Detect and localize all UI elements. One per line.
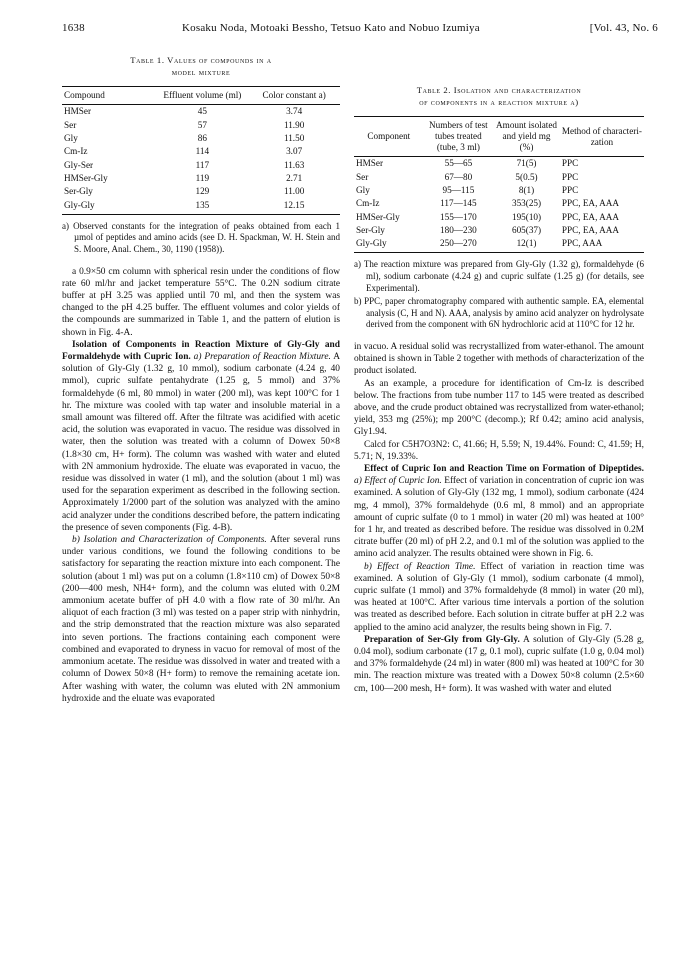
running-head-volume: [Vol. 43, No. 6 (589, 22, 658, 34)
table-1 (62, 54, 340, 256)
table-row (62, 185, 340, 198)
subsection-heading: a) Effect of Cupric Ion. (354, 476, 442, 487)
table-cell: 71(5) (516, 158, 537, 169)
section-heading: Preparation of Ser-Gly from Gly-Gly. (364, 634, 520, 645)
section-paragraph: b) Isolation and Characterization of Components. After several runs under various conditions, we found the following conditions to be satisfactory for separating the reaction mixture into each component. The solution (about 1 ml) was put on a column (1.8×110 cm) of Dowex 50×8 (200—400 mesh, NH4+ form), and the column was eluted with 0.2M ammonium acetate buffer of pH 4.0 with a flow rate of 30 ml/hr. An aliquot of each fraction (3 ml) was tested on a paper strip with ninhydrin, and the strip demonstrated that the reaction mixture was also separated into seven portions. The fractions containing each component were combined and evaporated to dryness in vacuo for removal of most of the ammonium acetate. The residue was dissolved in water and treated with a column of Dowex 50×8 (H+ form) to remove the remaining acetate ion. After washing with water, the column was eluted with 2N ammonium hydroxide and the eluate was evaporated (62, 535, 341, 704)
table-2-header-row (354, 117, 644, 157)
table-1-caption: Table 1. Values of compounds in a model mixture (130, 55, 272, 77)
table-cell: 2.71 (286, 173, 303, 184)
table-cell: Ser (356, 171, 369, 182)
table-cell: 11.63 (283, 159, 305, 170)
table-row (354, 224, 644, 237)
table-cell: 57 (197, 119, 207, 130)
table-cell: HMSer-Gly (356, 211, 400, 222)
table-2-footnote-b: b) PPC, paper chromatography compared with authentic sample. EA, elemental analysis (C, H and N). AAA, analysis by amino acid analyzer on hydrolysate derived from the component with 6N hydrochloric acid at 110°C for 12 hr. (354, 296, 644, 330)
table-cell: Cm-Iz (356, 198, 380, 209)
section-heading: Isolation of Components in Reaction Mixture of Gly-Gly and Formaldehyde with Cupric Ion. (62, 339, 340, 363)
table-cell: 250—270 (424, 237, 494, 253)
table-1-header-row (62, 87, 340, 105)
table-cell: 135 (157, 199, 249, 215)
table-cell: 8(1) (518, 184, 535, 195)
table-row (354, 184, 644, 197)
table-cell: 353(25) (511, 198, 542, 209)
table-header-cell: Compound (62, 87, 157, 105)
table-row (354, 157, 644, 171)
paragraph: a 0.9×50 cm column with spherical resin under the conditions of flow rate 60 ml/hr and jacket temperature 55°C. The 0.2N sodium citrate buffer at pH 3.25 was applied until 70 ml, and then the system was changed to the pH 4.25 buffer. The effluent volumes and color yields of the compounds are summarized in Table 1, and the pattern of elution is shown in Fig. 4-A. (62, 266, 340, 338)
section-paragraph: Isolation of Components in Reaction Mixture of Gly-Gly and Formaldehyde with Cupric Ion. a) Preparation of Reaction Mixture. A solution of Gly-Gly (1.32 g, 10 mmol), sodium carbonate (4.24 g, 40 mmol), cupric sulfate pentahydrate (1.25 g, 5 mmol) and 37% formaldehyde (6 ml, 80 mmol) in water (200 ml), was kept 100°C for 1 hr. The mixture was cooled with tap water and insoluble material in a small amount was filtered off. After the filtrate was acidified with acetic acid, the solution was evaporated in vacuo. The residue was dissolved in water, then the solution was treated with a column of Dowex 50×8 (1.8×30 cm, H+ form). The column was washed with water and eluted with 2N ammonium hydroxide. The eluate was evaporated in vacuo, the residue was dissolved in water (1 ml), and the solution (about 1 ml) was used for the separation experiment as described in the following section. Approximately 1/2000 part of the solution was analyzed with the amino acid analyzer under the conditions described before, the pattern indicating the presence of seven components (Fig. 4-B). (62, 339, 341, 533)
section-paragraph: Preparation of Ser-Gly from Gly-Gly. A solution of Gly-Gly (5.28 g, 0.04 mol), sodium carbonate (17 g, 0.1 mol), cupric sulfate (1.0 g, 0.04 mol) and 37% formaldehyde (24 ml) in water (800 ml) was heated at 100°C for 30 min. The reaction mixture was treated with a Dowex 50×8 column (2.5×60 cm, 100—200 mesh, H+ form). It was washed with water and eluted (354, 634, 645, 694)
right-column (354, 54, 644, 695)
table-cell: PPC (561, 184, 579, 195)
table-2-footnotes (354, 259, 644, 331)
table-cell: PPC (561, 171, 579, 182)
table-header-cell: Component (354, 117, 424, 157)
table-row (62, 118, 340, 131)
table-cell: HMSer (64, 106, 92, 117)
table-1-footnote: a) Observed constants for the integration of peaks obtained from each 1 µmol of peptides and amino acids (see D. H. Spackman, W. H. Stein and S. Moore, Anal. Chem., 30, 1190 (1958)). (62, 220, 340, 254)
table-header-cell: Color constant a) (248, 87, 340, 105)
table-cell: Gly (356, 184, 370, 195)
table-cell: Ser-Gly (64, 186, 93, 197)
table-row (62, 132, 340, 145)
table-cell: 129 (195, 186, 210, 197)
table-cell: PPC, EA, AAA (561, 225, 620, 236)
section-paragraph: Effect of Cupric Ion and Reaction Time on Formation of Dipeptides. a) Effect of Cupric Ion. Effect of variation in concentration of cupric ion was examined. A solution of Gly-Gly (132 mg, 1 mmol), sodium carbonate (424 mg, 4 mmol), 37% formaldehyde (0.6 ml, 8 mmol) and an appropriate amount of cupric sulfate (0 to 1 mmol) in water (20 ml) was heated at 100° for 1 hr, and treated as described before. The residue was dissolved in 0.2M citrate buffer (20 ml) of pH 2.2, and 0.1 ml of the solution was applied to the amino acid analyzer. The results obtained were shown in Fig. 6. (354, 464, 644, 560)
left-column (62, 54, 340, 705)
table-2-caption: Table 2. Isolation and characterization of components in a reaction mixture a) (416, 85, 582, 107)
running-head-authors: Kosaku Noda, Motoaki Bessho, Tetsuo Kato and Nobuo Izumiya (182, 22, 480, 34)
table-cell: 195(10) (511, 211, 542, 222)
table-cell: Gly-Ser (64, 159, 94, 170)
table-1-grid (62, 86, 340, 215)
table-header-cell: Amount isolated and yield mg (%) (493, 117, 560, 157)
table-cell: 180—230 (440, 225, 477, 236)
paragraph: Calcd for C5H7O3N2: C, 41.66; H, 5.59; N, 19.44%. Found: C, 41.59; H, 5.71; N, 19.33%. (354, 439, 644, 462)
table-cell: 155—170 (440, 211, 477, 222)
table-cell: 95—115 (442, 184, 475, 195)
subsection-heading: b) Effect of Reaction Time. (364, 561, 476, 572)
subsection-heading: a) Preparation of Reaction Mixture. (193, 352, 331, 363)
table-row (354, 170, 644, 183)
table-cell: 114 (195, 146, 210, 157)
section-paragraph: b) Effect of Reaction Time. Effect of variation in reaction time was examined. A solution of Gly-Gly (1 mmol), sodium carbonate (4 mmol), cupric sulfate (1 mmol) and 37% formaldehyde (8 mmol) in water (20 ml), was heated at 100°C. After various time intervals a portion of the solution was treated as described before. Each solution in citrate buffer at pH 2.2 was applied to the amino acid analyzer, the results being shown in Fig. 7. (354, 561, 644, 633)
table-row (62, 172, 340, 185)
paragraph: As an example, a procedure for identification of Cm-Iz is described below. The fractions from tube number 117 to 145 were treated as described above, and the crude product obtained was recrystallized from water-ethanol; yield, 353 mg (25%); mp 200°C (decomp.); Rf 0.42; amino acid analysis, Gly1.94. (354, 378, 644, 438)
table-cell: HMSer-Gly (64, 173, 108, 184)
table-cell: 119 (195, 173, 210, 184)
running-head (62, 22, 658, 38)
table-cell: 45 (197, 106, 207, 117)
table-cell: Ser-Gly (356, 225, 385, 236)
paragraph: in vacuo. A residual solid was recrystallized from water-ethanol. The amount obtained is shown in Table 2 together with methods of characterization of the product isolated. (354, 342, 644, 377)
table-header-cell: Effluent volume (ml) (157, 87, 249, 105)
table-cell: PPC, AAA (560, 237, 644, 253)
table-cell: 117 (195, 159, 210, 170)
table-cell: 67—80 (444, 171, 473, 182)
table-cell: PPC (561, 158, 579, 169)
page-number: 1638 (62, 22, 85, 34)
table-cell: Gly (64, 132, 78, 143)
table-cell: 11.90 (283, 119, 305, 130)
table-cell: HMSer (356, 158, 384, 169)
table-cell: 117—145 (440, 198, 477, 209)
table-row (62, 145, 340, 158)
table-header-cell: Numbers of test tubes treated (tube, 3 ml) (424, 117, 494, 157)
table-header-cell: Method of characteri-zation (560, 117, 644, 157)
table-row (354, 197, 644, 210)
table-cell: PPC, EA, AAA (561, 211, 620, 222)
table-row (62, 199, 340, 215)
section-heading: Effect of Cupric Ion and Reaction Time on Formation of Dipeptides. (364, 464, 644, 475)
table-cell: 11.50 (283, 132, 305, 143)
table-2-grid (354, 116, 644, 253)
table-cell: 55—65 (444, 158, 473, 169)
table-row (354, 237, 644, 253)
table-cell: PPC, EA, AAA (561, 198, 620, 209)
table-row (354, 211, 644, 224)
table-cell: 86 (197, 132, 207, 143)
table-2-footnote-a: a) The reaction mixture was prepared from Gly-Gly (1.32 g), formaldehyde (6 ml), sodium carbonate (4.24 g) and cupric sulfate (1.25 g) (for details, see Experimental). (354, 259, 644, 293)
subsection-heading: b) Isolation and Characterization of Components. (72, 535, 267, 546)
table-cell: Gly-Gly (62, 199, 157, 215)
table-row (62, 105, 340, 119)
table-cell: 11.00 (283, 186, 305, 197)
table-cell: 3.74 (286, 106, 303, 117)
table-cell: 3.07 (286, 146, 303, 157)
table-cell: 12(1) (493, 237, 560, 253)
table-row (62, 159, 340, 172)
table-cell: 605(37) (511, 225, 542, 236)
table-cell: 5(0.5) (515, 171, 538, 182)
table-cell: 12.15 (248, 199, 340, 215)
table-cell: Cm-Iz (64, 146, 88, 157)
table-cell: Gly-Gly (354, 237, 424, 253)
table-2 (354, 84, 644, 331)
table-cell: Ser (64, 119, 77, 130)
